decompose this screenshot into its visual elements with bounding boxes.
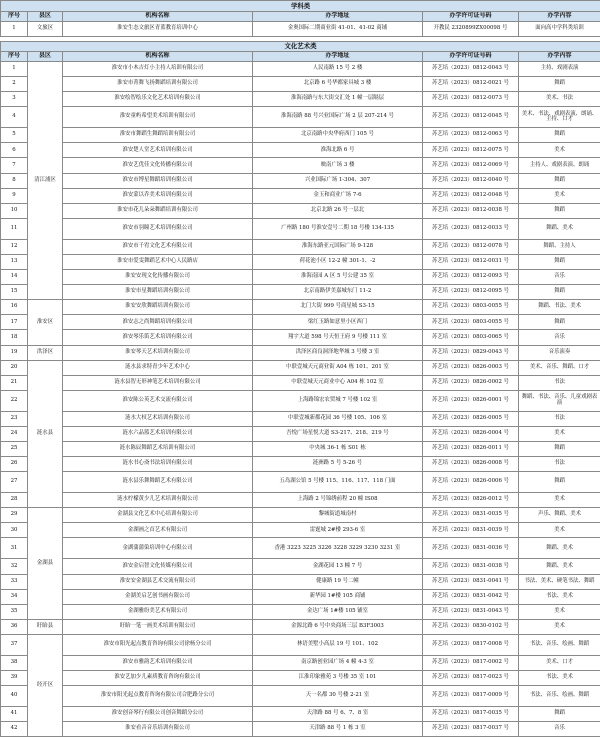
institution-name: 淮安市羽瞳艺术培训有限公司 bbox=[63, 218, 253, 239]
address-cell: 新华园 1#楼 105 商铺 bbox=[253, 589, 423, 604]
column-header: 县区 bbox=[28, 12, 63, 22]
content-cell: 舞蹈、美术 bbox=[519, 538, 600, 559]
row-number: 32 bbox=[1, 559, 28, 574]
address-cell: 淮海南路与东大街交汇处 1 幢一层隔层 bbox=[253, 92, 423, 107]
row-number: 18 bbox=[1, 330, 28, 345]
address-cell: 涟洲路 5 号 5-26 号 bbox=[253, 457, 423, 472]
institution-name: 淮安陈公英艺术交流有限公司 bbox=[63, 390, 253, 411]
license-cell: 苏艺培（2023）0812-0033 号 bbox=[423, 218, 519, 239]
address-cell: 北门大街 999 号商星城 S3-15 bbox=[253, 300, 423, 315]
row-number: 9 bbox=[1, 188, 28, 203]
address-cell: 中联壹城天元商业中心 A04 栋 102 室 bbox=[253, 375, 423, 390]
address-cell: 中联壹城天元商业街 A04 栋 101、201 室 bbox=[253, 360, 423, 375]
license-cell: 苏艺培（2023）0812-0040 号 bbox=[423, 173, 519, 188]
content-cell: 音乐 bbox=[519, 330, 600, 345]
address-cell: 雷霆城 2#楼 293-6 室 bbox=[253, 523, 423, 538]
table-row bbox=[1, 128, 600, 143]
content-cell: 美术、口才 bbox=[519, 655, 600, 670]
arts-table bbox=[0, 41, 600, 737]
row-number: 21 bbox=[1, 375, 28, 390]
row-number: 34 bbox=[1, 589, 28, 604]
license-cell: 开教民 2320899ZX00098 号 bbox=[423, 22, 519, 37]
institution-name: 淮安楚人堂艺术培训有限公司 bbox=[63, 143, 253, 158]
table-row bbox=[1, 188, 600, 203]
content-cell: 音乐演奏 bbox=[519, 345, 600, 360]
institution-name: 淮安市星舞蹈培训有限公司 bbox=[63, 285, 253, 300]
row-number: 8 bbox=[1, 173, 28, 188]
row-number: 5 bbox=[1, 128, 28, 143]
content-cell: 美术 bbox=[519, 188, 600, 203]
institution-name: 淮安安现文化传播有限公司 bbox=[63, 270, 253, 285]
header-row bbox=[1, 52, 600, 62]
content-cell: 音乐 bbox=[519, 270, 600, 285]
row-number: 3 bbox=[1, 92, 28, 107]
table-row bbox=[1, 411, 600, 426]
row-number: 10 bbox=[1, 203, 28, 218]
row-number: 26 bbox=[1, 457, 28, 472]
content-cell: 主持、戏剧表演 bbox=[519, 62, 600, 77]
license-cell: 苏艺培（2023）0831-0035 号 bbox=[423, 508, 519, 523]
address-cell: 健康路 19 号二幢 bbox=[253, 574, 423, 589]
table-row bbox=[1, 707, 600, 722]
table-row bbox=[1, 158, 600, 173]
row-number: 33 bbox=[1, 574, 28, 589]
address-cell: 兴业国际广场 1-304、307 bbox=[253, 173, 423, 188]
address-cell: 金达广场 1#楼 105 铺室 bbox=[253, 604, 423, 619]
row-number: 13 bbox=[1, 254, 28, 269]
content-cell: 音乐 bbox=[519, 722, 600, 737]
license-cell: 苏艺培（2023）0831-0042 号 bbox=[423, 589, 519, 604]
license-cell: 苏艺培（2023）0812-0069 号 bbox=[423, 158, 519, 173]
address-cell: 天一名都 30 号楼 2-21 室 bbox=[253, 686, 423, 707]
district-cell: 洪泽区 bbox=[28, 345, 63, 360]
content-cell: 舞蹈 bbox=[519, 285, 600, 300]
row-number: 7 bbox=[1, 158, 28, 173]
content-cell: 美术 bbox=[519, 619, 600, 634]
table-row bbox=[1, 173, 600, 188]
institution-name: 淮安蒙以乔美术培训有限公司 bbox=[63, 188, 253, 203]
address-cell: 吾悦广场星悦大道 S3-217、218、219 号 bbox=[253, 426, 423, 441]
license-cell: 苏艺培（2023）0812-0075 号 bbox=[423, 143, 519, 158]
address-cell: 天津路 88 号 1 栋 3 室 bbox=[253, 722, 423, 737]
content-cell: 美术、书法 bbox=[519, 92, 600, 107]
license-cell: 苏艺培（2023）0831-0038 号 bbox=[423, 559, 519, 574]
table-row bbox=[1, 619, 600, 634]
table-row bbox=[1, 634, 600, 655]
row-number: 30 bbox=[1, 523, 28, 538]
column-header: 序号 bbox=[1, 52, 28, 62]
content-cell: 书法 bbox=[519, 411, 600, 426]
address-cell: 香港 3223 3225 3226 3228 3229 3230 3231 室 bbox=[253, 538, 423, 559]
content-cell: 面向高中学科类培训 bbox=[519, 22, 600, 37]
content-cell: 书法 bbox=[519, 457, 600, 472]
license-cell: 苏艺培（2023）0817-0035 号 bbox=[423, 707, 519, 722]
content-cell: 美术 bbox=[519, 523, 600, 538]
row-number: 22 bbox=[1, 390, 28, 411]
table-row bbox=[1, 604, 600, 619]
row-number: 38 bbox=[1, 655, 28, 670]
institution-name: 涟水县求特青少年艺术中心 bbox=[63, 360, 253, 375]
table-row bbox=[1, 77, 600, 92]
address-cell: 金源北路 6 号中央商场三层 B3F3003 bbox=[253, 619, 423, 634]
license-cell: 苏艺培（2023）0812-0093 号 bbox=[423, 270, 519, 285]
row-number: 24 bbox=[1, 426, 28, 441]
table-row bbox=[1, 300, 600, 315]
row-number: 6 bbox=[1, 143, 28, 158]
license-cell: 苏艺培（2023）0812-0021 号 bbox=[423, 77, 519, 92]
institution-name: 淮安看音音乐培训有限公司 bbox=[63, 722, 253, 737]
district-cell: 文旅区 bbox=[28, 22, 63, 37]
license-cell: 苏艺培（2023）0812-0095 号 bbox=[423, 285, 519, 300]
address-cell: 洪泽区商良洞泽地华城 3 号楼 3 室 bbox=[253, 345, 423, 360]
row-number: 15 bbox=[1, 285, 28, 300]
address-cell: 上海路 2 号锦绣前程 20 幢 IS08 bbox=[253, 493, 423, 508]
institution-name: 淮安金启智文化传媒有限公司 bbox=[63, 559, 253, 574]
table-row bbox=[1, 559, 600, 574]
address-cell: 中央城 36-1 栋 S01 栋 bbox=[253, 441, 423, 456]
table-row bbox=[1, 218, 600, 239]
column-header: 机构名称 bbox=[63, 52, 253, 62]
license-cell: 苏艺培（2023）0826-0011 号 bbox=[423, 441, 519, 456]
address-cell: 江淮印象雅苑 3 号楼 35 室 101 bbox=[253, 671, 423, 686]
section-title: 学科类 bbox=[1, 1, 600, 12]
content-cell: 书法、音乐、绘画、舞蹈 bbox=[519, 634, 600, 655]
address-cell: 天津路 88 号 6、7、8 室 bbox=[253, 707, 423, 722]
institution-name: 淮安琴天艺术培训有限公司 bbox=[63, 345, 253, 360]
column-header: 办学内容 bbox=[519, 52, 600, 62]
column-header: 办学地址 bbox=[253, 52, 423, 62]
column-header: 办学许可证号码 bbox=[423, 12, 519, 22]
license-cell: 苏艺培（2023）0803-0055 号 bbox=[423, 300, 519, 315]
district-cell: 涟水县 bbox=[28, 360, 63, 508]
license-cell: 苏艺培（2023）0803-0065 号 bbox=[423, 330, 519, 345]
address-cell: 人民南路 15 号 2 楼 bbox=[253, 62, 423, 77]
license-cell: 苏艺培（2023）0812-0048 号 bbox=[423, 188, 519, 203]
institution-name: 淮安绘智绘乐文化艺术培训有限公司 bbox=[63, 92, 253, 107]
license-cell: 苏艺培（2023）0817-0009 号 bbox=[423, 686, 519, 707]
license-cell: 苏艺培（2023）0812-0043 号 bbox=[423, 62, 519, 77]
license-cell: 苏艺培（2023）0812-0063 号 bbox=[423, 128, 519, 143]
table-row bbox=[1, 254, 600, 269]
institution-name: 涟水柠檬黄少儿艺术培训有限公司 bbox=[63, 493, 253, 508]
address-cell: 淮海南园 A 区 5 号公建 35 室 bbox=[253, 270, 423, 285]
table-row bbox=[1, 523, 600, 538]
content-cell: 书法、美术、硬笔书法、舞蹈 bbox=[519, 574, 600, 589]
content-cell: 美术 bbox=[519, 604, 600, 619]
license-cell: 苏艺培（2023）0829-0043 号 bbox=[423, 345, 519, 360]
column-header: 办学许可证号码 bbox=[423, 52, 519, 62]
license-cell: 苏艺培（2023）0826-0003 号 bbox=[423, 360, 519, 375]
institution-name: 淮安市小木吉灯小主持人培训有限公司 bbox=[63, 62, 253, 77]
license-cell: 苏艺培（2023）0817-0037 号 bbox=[423, 722, 519, 737]
license-cell: 苏艺培（2023）0817-0023 号 bbox=[423, 671, 519, 686]
row-number: 12 bbox=[1, 239, 28, 254]
institution-name: 淮安志之尚舞蹈培训有限公司 bbox=[63, 315, 253, 330]
address-cell: 淮海南路 88 号兴业国际广场 2 层 207-214 号 bbox=[253, 107, 423, 128]
column-header: 办学地址 bbox=[253, 12, 423, 22]
table-row bbox=[1, 655, 600, 670]
table-row bbox=[1, 390, 600, 411]
row-number: 42 bbox=[1, 722, 28, 737]
license-cell: 苏艺培（2023）0826-0005 号 bbox=[423, 411, 519, 426]
row-number: 25 bbox=[1, 441, 28, 456]
row-number: 17 bbox=[1, 315, 28, 330]
district-cell: 清江浦区 bbox=[28, 62, 63, 300]
table-row bbox=[1, 143, 600, 158]
row-number: 31 bbox=[1, 538, 28, 559]
table-row bbox=[1, 270, 600, 285]
content-cell: 书法、美术 bbox=[519, 671, 600, 686]
section-title-row bbox=[1, 42, 600, 52]
table-row bbox=[1, 472, 600, 493]
content-cell: 舞蹈、书法、音乐、儿童戏剧表演 bbox=[519, 390, 600, 411]
address-cell: 淮海东路亚元国际广场 9-128 bbox=[253, 239, 423, 254]
table-row bbox=[1, 493, 600, 508]
table-row bbox=[1, 457, 600, 472]
address-cell: 北京南路伊美嘉城东门 11-2 bbox=[253, 285, 423, 300]
content-cell: 舞蹈 bbox=[519, 254, 600, 269]
table-row bbox=[1, 239, 600, 254]
address-cell: 黎城街道城南村 bbox=[253, 508, 423, 523]
institution-name: 淮安市阳光起点教育咨询有限公司合肥路分公司 bbox=[63, 686, 253, 707]
table-row bbox=[1, 671, 600, 686]
row-number: 20 bbox=[1, 360, 28, 375]
table-row bbox=[1, 722, 600, 737]
address-cell: 翔宇大道 598 号天恒王府 9 号楼 111 室 bbox=[253, 330, 423, 345]
address-cell: 荷花池小区 12-2 幢 301-1、-2 bbox=[253, 254, 423, 269]
content-cell: 书法 bbox=[519, 375, 600, 390]
institution-name: 涟水大权艺术培训有限公司 bbox=[63, 411, 253, 426]
content-cell: 舞蹈 bbox=[519, 203, 600, 218]
address-cell: 广州路 180 号淮安壹号二期 18 号楼 134-135 bbox=[253, 218, 423, 239]
table-row bbox=[1, 315, 600, 330]
institution-name: 涟水六品篮艺术培训有限公司 bbox=[63, 426, 253, 441]
content-cell: 美术 bbox=[519, 426, 600, 441]
institution-name: 淮安市花儿朵朵舞蹈培训有限公司 bbox=[63, 203, 253, 218]
institution-name: 淮安市阳光起点教育咨询有限公司徐杨分公司 bbox=[63, 634, 253, 655]
content-cell: 声乐、舞蹈、美术 bbox=[519, 508, 600, 523]
address-cell: 梁红玉路如意里小区西门 bbox=[253, 315, 423, 330]
address-cell: 北京北路 26 号一层北 bbox=[253, 203, 423, 218]
license-cell: 苏艺培（2023）0831-0043 号 bbox=[423, 604, 519, 619]
table-row bbox=[1, 92, 600, 107]
content-cell: 舞蹈、主持人 bbox=[519, 239, 600, 254]
institution-name: 金湖画之首艺术有限公司 bbox=[63, 523, 253, 538]
license-cell: 苏艺培（2023）0817-0008 号 bbox=[423, 634, 519, 655]
address-cell: 淮海北路 6 号 bbox=[253, 143, 423, 158]
table-row bbox=[1, 589, 600, 604]
institution-name: 淮安艺加少儿素质教育咨询有限公司 bbox=[63, 671, 253, 686]
content-cell: 舞蹈 bbox=[519, 441, 600, 456]
address-cell: 金湖花园 13 幢 7 号 bbox=[253, 559, 423, 574]
license-cell: 苏艺培（2023）0812-0038 号 bbox=[423, 203, 519, 218]
license-cell: 苏艺培（2023）0817-0002 号 bbox=[423, 655, 519, 670]
license-cell: 苏艺培（2023）0803-0055 号 bbox=[423, 315, 519, 330]
institution-name: 淮安市雅韵艺术培训有限公司 bbox=[63, 655, 253, 670]
table-row bbox=[1, 107, 600, 128]
institution-name: 盱眙一笔一画美术培训有限公司 bbox=[63, 619, 253, 634]
institution-name: 淮安安金湖县艺术交流有限公司 bbox=[63, 574, 253, 589]
institution-name: 涟水陈辰舞蹈艺术培训有限公司 bbox=[63, 441, 253, 456]
row-number: 39 bbox=[1, 671, 28, 686]
institution-name: 金湖雅纷美艺术有限公司 bbox=[63, 604, 253, 619]
address-cell: 北京南路中央华府西门 105 号 bbox=[253, 128, 423, 143]
row-number: 11 bbox=[1, 218, 28, 239]
row-number: 41 bbox=[1, 707, 28, 722]
address-cell: 上海路锦宏农贸城 7 号楼 102 室 bbox=[253, 390, 423, 411]
table-row bbox=[1, 538, 600, 559]
address-cell: 映南广场 3 楼 bbox=[253, 158, 423, 173]
table-row bbox=[1, 330, 600, 345]
institution-name: 涟水书心斋书法培训有限公司 bbox=[63, 457, 253, 472]
row-number: 28 bbox=[1, 493, 28, 508]
content-cell: 美术 bbox=[519, 493, 600, 508]
table-row bbox=[1, 62, 600, 77]
row-number: 37 bbox=[1, 634, 28, 655]
table-row bbox=[1, 441, 600, 456]
row-number: 40 bbox=[1, 686, 28, 707]
table-row bbox=[1, 22, 600, 37]
section-title: 文化艺术类 bbox=[1, 42, 600, 52]
content-cell: 书法、美术 bbox=[519, 589, 600, 604]
license-cell: 苏艺培（2023）0812-0031 号 bbox=[423, 254, 519, 269]
institution-name: 淮安生态文旅区青蓝教育培训中心 bbox=[63, 22, 253, 37]
content-cell: 舞蹈 bbox=[519, 707, 600, 722]
institution-name: 金湖美启艺创书画有限公司 bbox=[63, 589, 253, 604]
district-cell: 盱眙县 bbox=[28, 619, 63, 634]
row-number: 23 bbox=[1, 411, 28, 426]
district-cell: 金湖县 bbox=[28, 508, 63, 620]
content-cell: 舞蹈、美术 bbox=[519, 218, 600, 239]
row-number: 14 bbox=[1, 270, 28, 285]
institution-name: 淮安市菁舞飞扬舞蹈培训有限公司 bbox=[63, 77, 253, 92]
institution-name: 淮安艺优佳文化传播有限公司 bbox=[63, 158, 253, 173]
address-cell: 林语美墅小高层 19 号 101、102 bbox=[253, 634, 423, 655]
content-cell: 舞蹈 bbox=[519, 128, 600, 143]
institution-name: 金湖蒲蒲染培训中心有限公司 bbox=[63, 538, 253, 559]
table-row bbox=[1, 285, 600, 300]
row-number: 16 bbox=[1, 300, 28, 315]
address-cell: 中联壹城新都花园 36 号楼 105、106 室 bbox=[253, 411, 423, 426]
table-row bbox=[1, 508, 600, 523]
license-cell: 苏艺培（2023）0826-0001 号 bbox=[423, 390, 519, 411]
row-number: 1 bbox=[1, 62, 28, 77]
address-cell: 北京路 6 号华都家具城 3 楼 bbox=[253, 77, 423, 92]
address-cell: 五岛湖公馆 5 号楼 115、116、117、118 门面 bbox=[253, 472, 423, 493]
institution-name: 淮安创音琴行有限公司创音舞蹈分公司 bbox=[63, 707, 253, 722]
license-cell: 苏艺培（2023）0826-0008 号 bbox=[423, 457, 519, 472]
row-number: 4 bbox=[1, 107, 28, 128]
table-row bbox=[1, 360, 600, 375]
institution-name: 淮安安欣舞蹈培训有限公司 bbox=[63, 300, 253, 315]
institution-name: 涟水县智无形神笔艺术培训有限公司 bbox=[63, 375, 253, 390]
address-cell: 金奥国际二期商业街 41-01、41-02 商铺 bbox=[253, 22, 423, 37]
license-cell: 苏艺培（2023）0830-0102 号 bbox=[423, 619, 519, 634]
license-cell: 苏艺培（2023）0812-0073 号 bbox=[423, 92, 519, 107]
column-header: 办学内容 bbox=[519, 12, 600, 22]
address-cell: 金玉和商业广场 7-6 bbox=[253, 188, 423, 203]
row-number: 27 bbox=[1, 472, 28, 493]
column-header: 机构名称 bbox=[63, 12, 253, 22]
institution-name: 淮安市千宥文化艺术有限公司 bbox=[63, 239, 253, 254]
institution-name: 淮安琴乐笛艺术培训有限公司 bbox=[63, 330, 253, 345]
row-number: 29 bbox=[1, 508, 28, 523]
subject-table bbox=[0, 0, 600, 37]
content-cell: 书法、音乐、绘画、舞蹈 bbox=[519, 686, 600, 707]
institution-name: 淮安市爱雯舞蹈艺术中心人民路店 bbox=[63, 254, 253, 269]
institution-name: 金湖县文化艺术中心培训有限公司 bbox=[63, 508, 253, 523]
table-row bbox=[1, 375, 600, 390]
district-cell: 淮安区 bbox=[28, 300, 63, 345]
license-cell: 苏艺培（2023）0812-0045 号 bbox=[423, 107, 519, 128]
content-cell: 舞蹈 bbox=[519, 77, 600, 92]
content-cell: 美术、书法、戏剧表演、朗诵、主持、口才 bbox=[519, 107, 600, 128]
institution-name: 淮安市博星舞蹈培训有限公司 bbox=[63, 173, 253, 188]
section-title-row bbox=[1, 1, 600, 12]
content-cell: 美术、音乐、舞蹈、口才 bbox=[519, 360, 600, 375]
license-cell: 苏艺培（2023）0826-0004 号 bbox=[423, 426, 519, 441]
content-cell: 美术 bbox=[519, 143, 600, 158]
content-cell: 舞蹈、书法、美术 bbox=[519, 300, 600, 315]
license-cell: 苏艺培（2023）0812-0078 号 bbox=[423, 239, 519, 254]
row-number: 35 bbox=[1, 604, 28, 619]
column-header: 县区 bbox=[28, 52, 63, 62]
row-number: 2 bbox=[1, 77, 28, 92]
license-cell: 苏艺培（2023）0826-0006 号 bbox=[423, 472, 519, 493]
address-cell: 南京路创业园广场 4 幢 4-3 室 bbox=[253, 655, 423, 670]
content-cell: 舞蹈 bbox=[519, 315, 600, 330]
institution-name: 淮安童屿希望美术培训有限公司 bbox=[63, 107, 253, 128]
header-row bbox=[1, 12, 600, 22]
district-cell: 经开区 bbox=[28, 634, 63, 736]
table-row bbox=[1, 426, 600, 441]
content-cell: 主持人、戏剧表演、朗诵 bbox=[519, 158, 600, 173]
license-cell: 苏艺培（2023）0826-0002 号 bbox=[423, 375, 519, 390]
column-header: 序号 bbox=[1, 12, 28, 22]
license-cell: 苏艺培（2023）0831-0039 号 bbox=[423, 523, 519, 538]
table-row bbox=[1, 574, 600, 589]
row-number: 19 bbox=[1, 345, 28, 360]
license-cell: 苏艺培（2023）0826-0012 号 bbox=[423, 493, 519, 508]
row-number: 36 bbox=[1, 619, 28, 634]
table-row bbox=[1, 203, 600, 218]
content-cell: 舞蹈 bbox=[519, 472, 600, 493]
table-row bbox=[1, 345, 600, 360]
institution-name: 涟水县乐舞舞蹈艺术有限公司 bbox=[63, 472, 253, 493]
content-cell: 舞蹈 bbox=[519, 173, 600, 188]
license-cell: 苏艺培（2023）0831-0036 号 bbox=[423, 538, 519, 559]
content-cell: 舞蹈、美术 bbox=[519, 559, 600, 574]
row-number: 1 bbox=[1, 22, 28, 37]
institution-name: 淮安市舞蹈生舞蹈培训有限公司 bbox=[63, 128, 253, 143]
license-cell: 苏艺培（2023）0831-0041 号 bbox=[423, 574, 519, 589]
table-row bbox=[1, 686, 600, 707]
